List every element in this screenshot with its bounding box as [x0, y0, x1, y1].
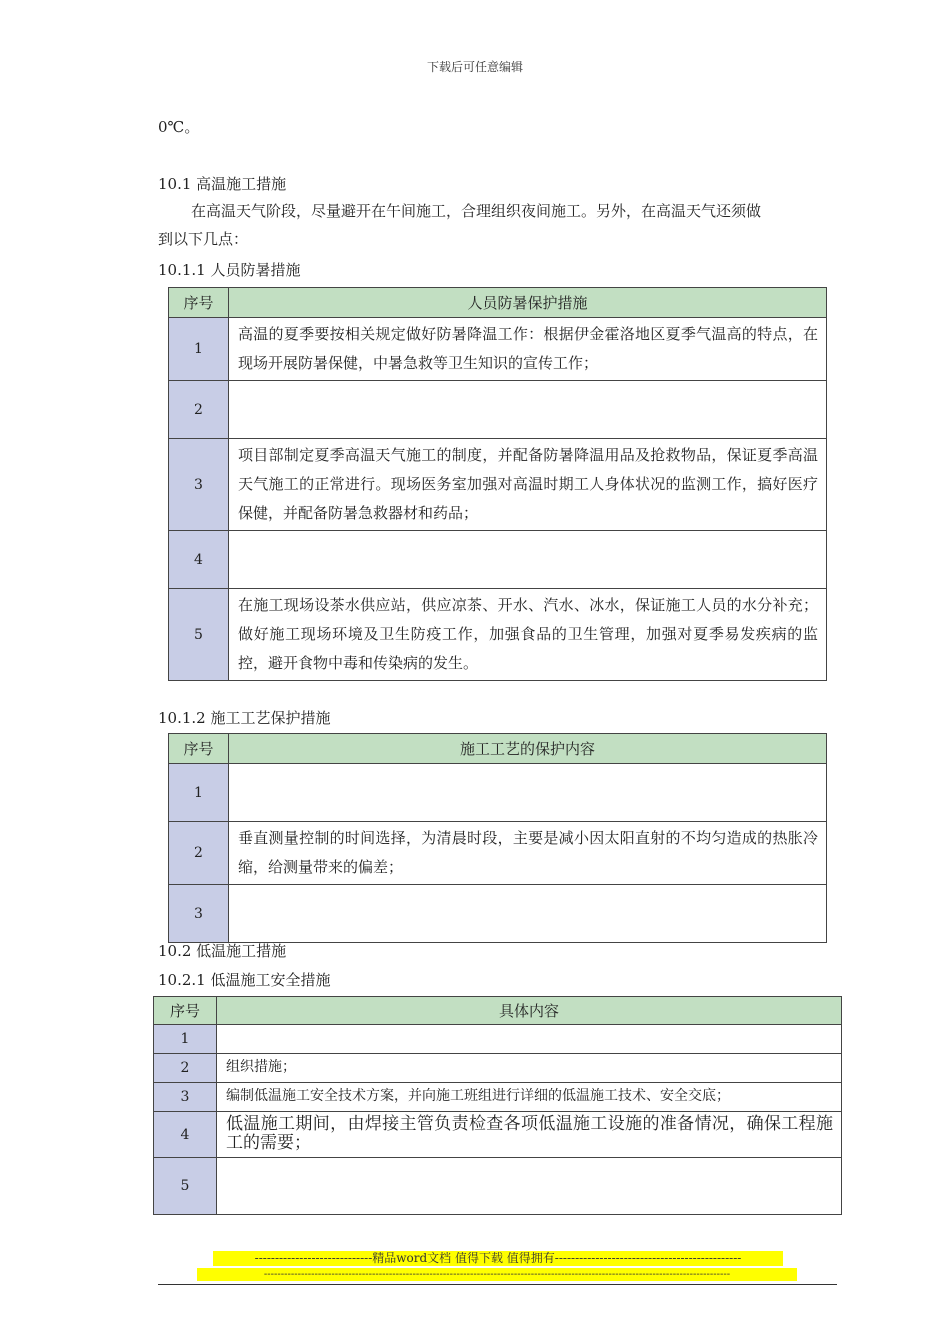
row-content [229, 531, 827, 589]
table-row [169, 531, 827, 589]
column-header-content: 施工工艺的保护内容 [229, 734, 827, 764]
row-content: 项目部制定夏季高温天气施工的制度，并配备防暑降温用品及抢救物品，保证夏季高温天气施工的正常进行。现场医务室加强对高温时期工人身体状况的监测工作，搞好医疗保健，并配备防暑急救器材和药品； [229, 439, 827, 531]
row-index: 3 [169, 885, 229, 943]
row-content [229, 764, 827, 822]
row-index: 1 [169, 318, 229, 381]
row-content [217, 1025, 842, 1054]
row-content: 高温的夏季要按相关规定做好防暑降温工作：根据伊金霍洛地区夏季气温高的特点，在现场开展防暑保健，中暑急救等卫生知识的宣传工作； [229, 318, 827, 381]
row-index: 2 [154, 1054, 217, 1083]
continuation-text: 0℃。 [158, 118, 200, 136]
table-header-row [154, 997, 842, 1025]
subsection-10-2-1-heading: 10.2.1 低温施工安全措施 [158, 971, 331, 989]
section-10-1-paragraph-line1: 在高温天气阶段，尽量避开在午间施工，合理组织夜间施工。另外，在高温天气还须做 [191, 202, 762, 220]
column-header-index: 序号 [169, 288, 229, 318]
table-row [169, 318, 827, 381]
section-10-1-heading: 10.1 高温施工措施 [158, 175, 287, 193]
footer-divider [158, 1284, 837, 1285]
row-content: 组织措施； [217, 1054, 842, 1083]
row-index: 5 [154, 1158, 217, 1215]
footer-banner-line1: -----------------------------精品word文档 值得下载 值得拥有---------------------------------------------- [213, 1251, 783, 1266]
table-row [169, 885, 827, 943]
page-header: 下载后可任意编辑 [426, 60, 523, 74]
row-index: 2 [169, 381, 229, 439]
section-10-1-paragraph-line2: 到以下几点： [158, 230, 249, 248]
table-row [154, 1054, 842, 1083]
column-header-details: 具体内容 [217, 997, 842, 1025]
row-index: 3 [169, 439, 229, 531]
row-index: 4 [154, 1112, 217, 1158]
process-protection-table [168, 733, 827, 943]
low-temperature-safety-table [153, 996, 842, 1215]
row-content [217, 1158, 842, 1215]
table-row [169, 822, 827, 885]
table-row [154, 1025, 842, 1054]
row-content: 在施工现场设茶水供应站，供应凉茶、开水、汽水、冰水，保证施工人员的水分补充；做好施工现场环境及卫生防疫工作，加强食品的卫生管理，加强对夏季易发疾病的监控，避开食物中毒和传染病的发生。 [229, 589, 827, 681]
table-row [169, 381, 827, 439]
row-content: 低温施工期间，由焊接主管负责检查各项低温施工设施的准备情况，确保工程施工的需要； [217, 1112, 842, 1158]
row-content [229, 885, 827, 943]
row-index: 4 [169, 531, 229, 589]
table-header-row [169, 734, 827, 764]
table-row [169, 764, 827, 822]
subsection-10-1-1-heading: 10.1.1 人员防暑措施 [158, 261, 301, 279]
row-index: 5 [169, 589, 229, 681]
row-index: 2 [169, 822, 229, 885]
table-row [154, 1083, 842, 1112]
row-content [229, 381, 827, 439]
row-index: 3 [154, 1083, 217, 1112]
row-content: 编制低温施工安全技术方案，并向施工班组进行详细的低温施工技术、安全交底； [217, 1083, 842, 1112]
column-header-index: 序号 [154, 997, 217, 1025]
column-header-measures: 人员防暑保护措施 [229, 288, 827, 318]
table-row [154, 1158, 842, 1215]
row-index: 1 [169, 764, 229, 822]
subsection-10-1-2-heading: 10.1.2 施工工艺保护措施 [158, 709, 331, 727]
row-index: 1 [154, 1025, 217, 1054]
personnel-heat-protection-table [168, 287, 827, 681]
row-content: 垂直测量控制的时间选择，为清晨时段，主要是减小因太阳直射的不均匀造成的热胀冷缩，给测量带来的偏差； [229, 822, 827, 885]
table-header-row [169, 288, 827, 318]
table-row [154, 1112, 842, 1158]
section-10-2-heading: 10.2 低温施工措施 [158, 942, 287, 960]
table-row [169, 589, 827, 681]
table-row [169, 439, 827, 531]
column-header-index: 序号 [169, 734, 229, 764]
footer-banner-line2: ------------------------------------------------------------------------------------------------------------------------------------------ [197, 1268, 797, 1281]
